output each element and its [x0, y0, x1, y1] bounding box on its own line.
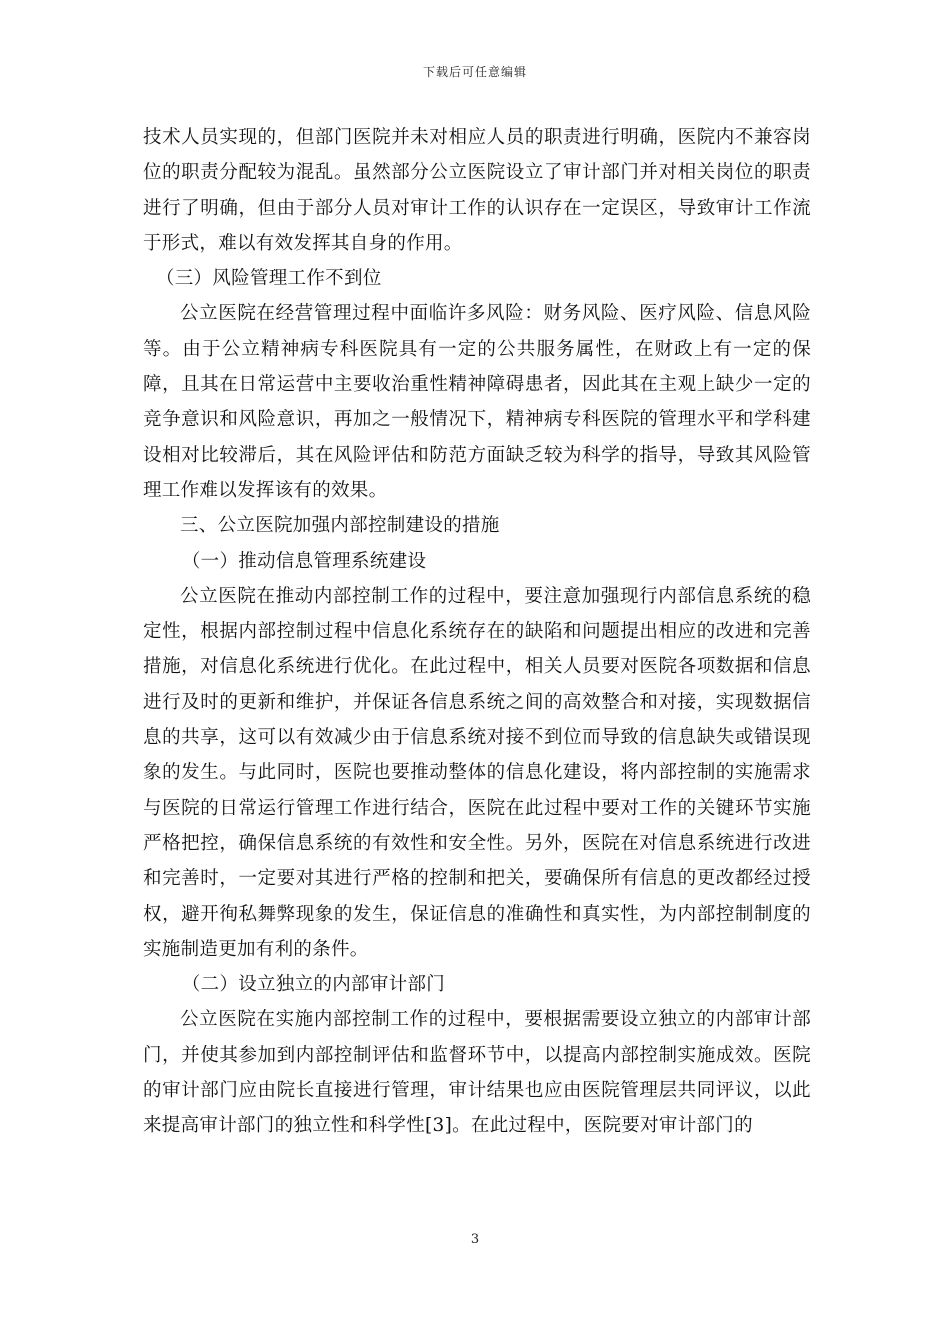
section-heading-measures: 三、公立医院加强内部控制建设的措施 — [180, 515, 500, 537]
section-heading-information-system: （一）推动信息管理系统建设 — [181, 550, 427, 572]
paragraph-risk-management: 公立医院在经营管理过程中面临许多风险：财务风险、医疗风险、信息风险等。由于公立精神病专科医院具有一定的公共服务属性，在财政上有一定的保障，且其在日常运营中主要收治重性精神障碍患者，因此其在主观上缺少一定的竞争意识和风险意识，再加之一般情况下，精神病专科医院的管理水平和学科建设相对比较滞后，其在风险评估和防范方面缺乏较为科学的指导，导致其风险管理工作难以发挥该有的效果。 — [143, 303, 811, 501]
document-body — [143, 120, 811, 1144]
section-heading-audit-department: （二）设立独立的内部审计部门 — [181, 974, 446, 996]
section-heading-risk-management: （三）风险管理工作不到位 — [155, 268, 382, 290]
paragraph-information-system: 公立医院在推动内部控制工作的过程中，要注意加强现行内部信息系统的稳定性，根据内部控制过程中信息化系统存在的缺陷和问题提出相应的改进和完善措施，对信息化系统进行优化。在此过程中，相关人员要对医院各项数据和信息进行及时的更新和维护，并保证各信息系统之间的高效整合和对接，实现数据信息的共享，这可以有效减少由于信息系统对接不到位而导致的信息缺失或错误现象的发生。与此同时，医院也要推动整体的信息化建设，将内部控制的实施需求与医院的日常运行管理工作进行结合，医院在此过程中要对工作的关键环节实施严格把控，确保信息系统的有效性和安全性。另外，医院在对信息系统进行改进和完善时，一定要对其进行严格的控制和把关，要确保所有信息的更改都经过授权，避开徇私舞弊现象的发生，保证信息的准确性和真实性，为内部控制制度的实施制造更加有利的条件。 — [143, 585, 811, 960]
page-number: 3 — [470, 1232, 480, 1247]
paragraph-audit-department: 公立医院在实施内部控制工作的过程中，要根据需要设立独立的内部审计部门，并使其参加到内部控制评估和监督环节中，以提高内部控制实施成效。医院的审计部门应由院长直接进行管理，审计结果也应由医院管理层共同评议，以此来提高审计部门的独立性和科学性[3]。在此过程中，医院要对审计部门的 — [143, 1009, 811, 1137]
page-header: 下载后可任意编辑 — [422, 65, 527, 79]
paragraph-continued: 技术人员实现的，但部门医院并未对相应人员的职责进行明确，医院内不兼容岗位的职责分配较为混乱。虽然部分公立医院设立了审计部门并对相关岗位的职责进行了明确，但由于部分人员对审计工作的认识存在一定误区，导致审计工作流于形式，难以有效发挥其自身的作用。 — [143, 127, 811, 254]
